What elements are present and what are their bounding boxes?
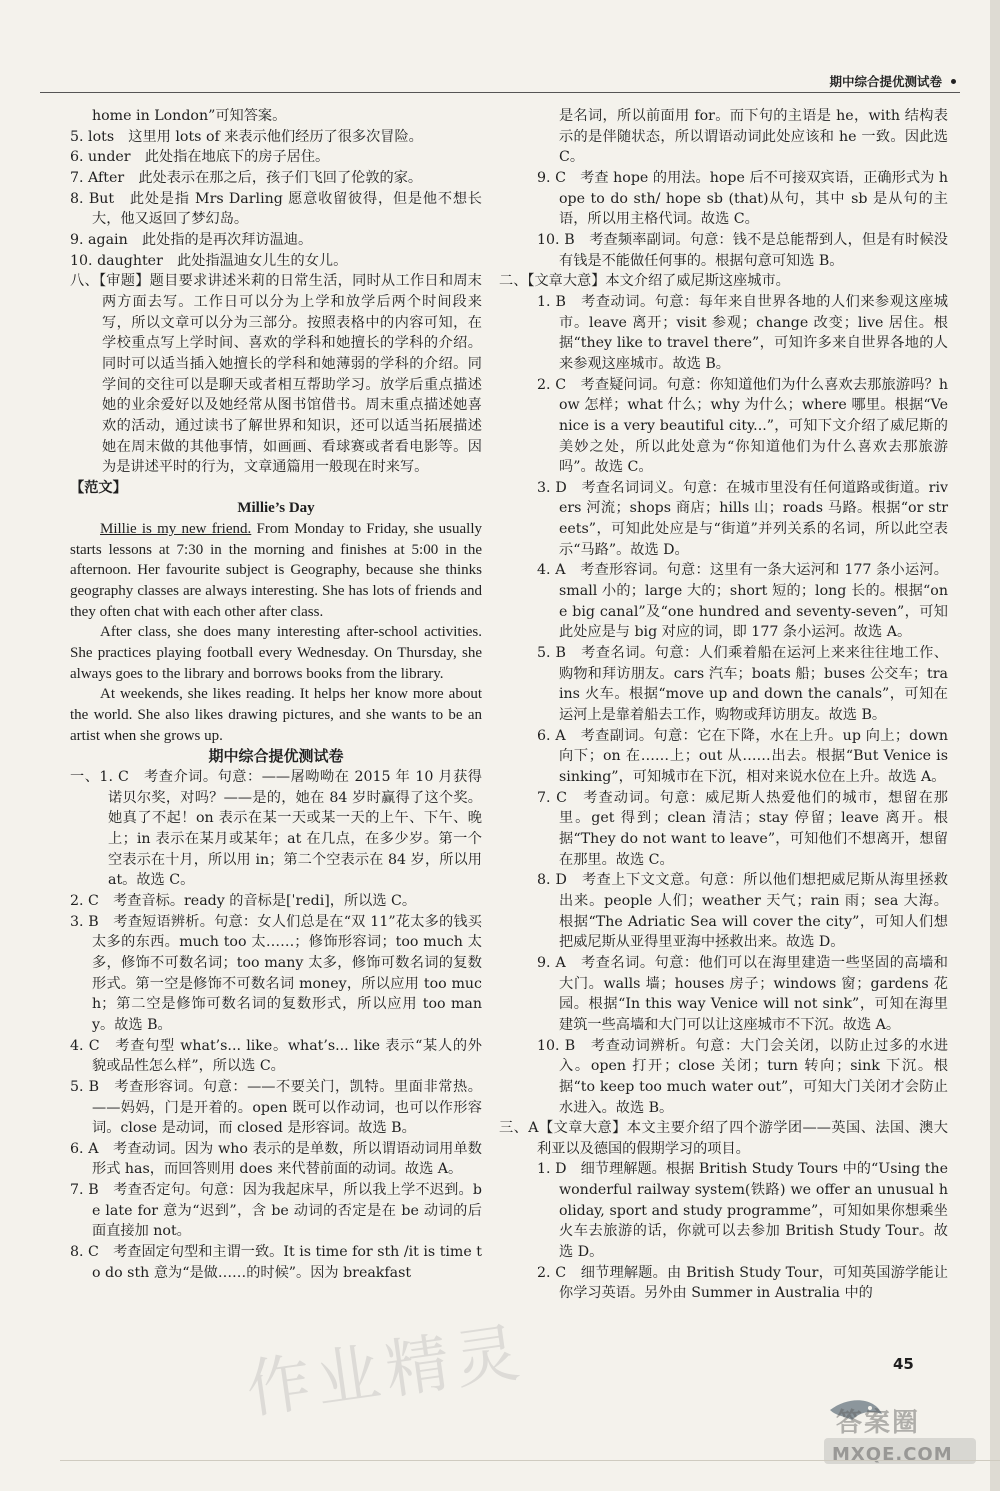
answer-item: 6. under 此处指在地底下的房子居住。 — [70, 149, 330, 166]
section-3-heading: 三、A【文章大意】本文主要介绍了四个游学团——英国、法国、澳大利亚以及德国的假期学习的项目。 — [499, 1120, 948, 1157]
right-column — [499, 106, 948, 1304]
sec2-item: 10. B 考查动词辨析。句意：大门会关闭，以防止过多的水进入。open 打开；close 关闭；turn 转向；sink 下沉。根据“to keep too much water out”，可知大门关闭才会防止水进入。故选 B。 — [537, 1037, 948, 1116]
essay-paragraph-3: At weekends, she likes reading. It helps her know more about the world. She also likes drawing pictures, and she wants to be an artist when she grows up. — [70, 686, 482, 744]
sec1-item: 6. A 考查动词。因为 who 表示的是单数，所以谓语动词用单数形式 has，而回答则用 does 来代替前面的动词。故选 A。 — [70, 1140, 482, 1178]
sec2-item: 7. C 考查动词。句意：威尼斯人热爱他们的城市，想留在那里。get 得到；clean 清洁；stay 停留；leave 离开。根据“They do not want to leave”，可知他们不想离开，想留在那里。故选 C。 — [537, 789, 948, 868]
continued-lines: 是名词，所以前面用 for。而下句的主语是 he，with 结构表示的是伴随状态，所以谓语动词此处应该和 he 一致。因此选 C。 — [559, 108, 948, 166]
page-edge — [990, 0, 1000, 1491]
continued-line: home in London”可知答案。 — [92, 108, 287, 124]
stamp-brand: 答案圈 — [836, 1408, 921, 1438]
section-2-heading: 二、【文章大意】本文介绍了威尼斯这座城市。 — [499, 273, 790, 290]
sec2-item: 3. D 考查名词词义。句意：在城市里没有任何道路或街道。rivers 河流；shops 商店；hills 山；roads 马路。根据“or streets”，可知此处应是与“街道”并列关系的名词，所以此空表示“马路”。故选 D。 — [537, 479, 948, 558]
answer-item: 10. daughter 此处指温迪女儿生的女儿。 — [70, 252, 348, 269]
sec1-item: 2. C 考查音标。ready 的音标是[ˈredi]，所以选 C。 — [70, 892, 417, 909]
sec3-item: 2. C 细节理解题。由 British Study Tour，可知英国游学能让你学习英语。另外由 Summer in Australia 中的 — [537, 1264, 948, 1302]
sec2-item: 4. A 考查形容词。句意：这里有一条大运河和 177 条小运河。small 小的；large 大的；short 短的；long 长的。根据“one big canal”及“one hundred and seventy-seven”，可知此处应是与 big 对应的词，即 177 条小运河。故选 A。 — [537, 562, 948, 641]
sec2-item: 9. A 考查名词。句意：他们可以在海里建造一些坚固的高墙和大门。walls 墙；houses 房子；windows 窗；gardens 花园。根据“In this way Venice will not sink”，可知在海里建筑一些高墙和大门可以让这座城市不下沉。故选 A。 — [537, 954, 948, 1033]
answer-item: 9. again 此处指的是再次拜访温迪。 — [70, 231, 313, 248]
sec1-item: 7. B 考查否定句。句意：因为我起床早，所以我上学不迟到。be late for 意为“迟到”，含 be 动词的否定是在 be 动词的后面直接加 not。 — [70, 1182, 482, 1240]
sec2-item: 2. C 考查疑问词。句意：你知道他们为什么喜欢去那旅游吗？how 怎样；what 什么；why 为什么；where 哪里。根据“Venice is a very beautiful city...”，可知下文介绍了威尼斯的美妙之处，所以此处意为“你知道他们为什么喜欢去那旅游吗”。故选 C。 — [537, 376, 948, 476]
answer-item: 9. C 考查 hope 的用法。hope 后不可接双宾语，正确形式为 hope to do sth/ hope sb (that)从句，其中 sb 是从句的主语，所以用主格代词。故选 C。 — [537, 169, 948, 228]
essay-underlined-sentence: Millie is my new friend. — [100, 521, 252, 538]
sec2-item: 1. B 考查动词。句意：每年来自世界各地的人们来参观这座城市。leave 离开；visit 参观；change 改变；live 居住。根据“they like to travel there”，可知许多来自世界各地的人来参观这座城市。故选 B。 — [537, 293, 948, 372]
header-bullet-icon — [951, 79, 956, 84]
answer-item: 5. lots 这里用 lots of 来表示他们经历了很多次冒险。 — [70, 128, 423, 145]
left-column — [70, 106, 482, 1283]
exam-title: 期中综合提优测试卷 — [208, 747, 344, 766]
sec1-item: 一、1. C 考查介词。句意：——屠呦呦在 2015 年 10 月获得诺贝尔奖，对吗？——是的，她在 84 岁时赢得了这个奖。她真了不起！on 表示在某一天或某一天的上午、下午、晚上；in 表示在某月或某年；at 在几点，在多少岁。第一个空表示在十月，所以用 in；第二个空表示在 84 岁，所以用 at。故选 C。 — [70, 769, 482, 889]
essay-p1-rest: From Monday to Friday, she usually starts lessons at 7:30 in the morning and finishes at 5:00 in the afternoon. Her favourite subject is Geography, because she thinks geography classes are always interesting. She has lots of friends and they often chat with each other after class. — [70, 521, 482, 620]
answer-item: 7. After 此处表示在那之后，孩子们飞回了伦敦的家。 — [70, 169, 423, 186]
answer-item: 8. But 此处是指 Mrs Darling 愿意收留彼得，但是他不想长大，他又返回了梦幻岛。 — [70, 190, 482, 228]
bottom-rule — [60, 1460, 1000, 1461]
sec1-item: 8. C 考查固定句型和主谓一致。It is time for sth /it is time to do sth 意为“是做……的时候”。因为 breakfast — [70, 1244, 482, 1281]
sample-label: 【范文】 — [70, 479, 127, 496]
watermark-text: 作业精灵 — [242, 1315, 530, 1429]
sec1-item: 4. C 考查句型 what’s... like。what’s... like 表示“某人的外貌或品性怎么样”，所以选 C。 — [70, 1037, 482, 1075]
section-8-guidance: 八、【审题】题目要求讲述米莉的日常生活，同时从工作日和周末两方面去写。工作日可以分为上学和放学后两个时间段来写，所以文章可以分为三部分。按照表格中的内容可知，在学校重点写上学时间、喜欢的学科和她擅长的学科的介绍。同时可以适当插入她擅长的学科和她薄弱的学科的介绍。同学间的交往可以是聊天或者相互帮助学习。放学后重点描述她的业余爱好以及她经常从图书馆借书。周末重点描述她喜欢的活动，通过读书了解世界和知识，还可以适当拓展描述她在周末做的其他事情，如画画、看球赛或者看电影等。因为是讲述平时的行为，文章通篇用一般现在时来写。 — [70, 273, 482, 476]
header-title: 期中综合提优测试卷 — [829, 74, 942, 89]
page-number: 45 — [893, 1355, 914, 1373]
page-header — [40, 66, 960, 93]
stamp-url: MXQE.COM — [832, 1444, 953, 1465]
sec2-item: 8. D 考查上下文文意。句意：所以他们想把威尼斯从海里拯救出来。people 人们；weather 天气；rain 雨；sea 大海。根据“The Adriatic Sea will cover the city”，可知人们想把威尼斯从亚得里亚海中拯救出来。故选 D。 — [537, 872, 948, 951]
sec1-item: 5. B 考查形容词。句意：——不要关门，凯特。里面非常热。——妈妈，门是开着的。open 既可以作动词，也可以作形容词。close 是动词，而 closed 是形容词。故选 B。 — [70, 1078, 482, 1137]
essay-title: Millie’s Day — [237, 500, 315, 517]
essay-paragraph-2: After class, she does many interesting after-school activities. She practices playing football every Wednesday. On Thursday, she always goes to the library and borrows books from the library. — [70, 624, 482, 682]
answer-item: 10. B 考查频率副词。句意：钱不是总能帮到人，但是有时候没有钱是不能做任何事的。根据句意可知选 B。 — [537, 231, 948, 269]
sec3-item: 1. D 细节理解题。根据 British Study Tours 中的“Using the wonderful railway system(铁路) we offer an unusual holiday, sport and study programme”，可知如果你想乘坐火车去旅游的话，你就可以去参加 British Study Tour。故选 D。 — [537, 1161, 948, 1261]
sec1-item: 3. B 考查短语辨析。句意：女人们总是在“双 11”花太多的钱买太多的东西。much too 太……；修饰形容词；too much 太多，修饰不可数名词；too many 太多，修饰可数名词的复数形式。第一空是修饰不可数名词 money，所以应用 too much；第二空是修饰可数名词的复数形式，所以应用 too many。故选 B。 — [70, 913, 482, 1033]
sec2-item: 5. B 考查名词。句意：人们乘着船在运河上来来往往地工作、购物和拜访朋友。cars 汽车；boats 船；buses 公交车；trains 火车。根据“move up and down the canals”，可知在运河上是靠着船去工作，购物或拜访朋友。故选 B。 — [537, 645, 948, 724]
sec2-item: 6. A 考查副词。句意：它在下降，水在上升。up 向上；down 向下；on 在……上；out 从……出去。根据“But Venice is sinking”，可知城市在下沉，相对来说水位在上升。故选 A。 — [537, 727, 948, 785]
essay-paragraph-1 — [70, 519, 482, 622]
